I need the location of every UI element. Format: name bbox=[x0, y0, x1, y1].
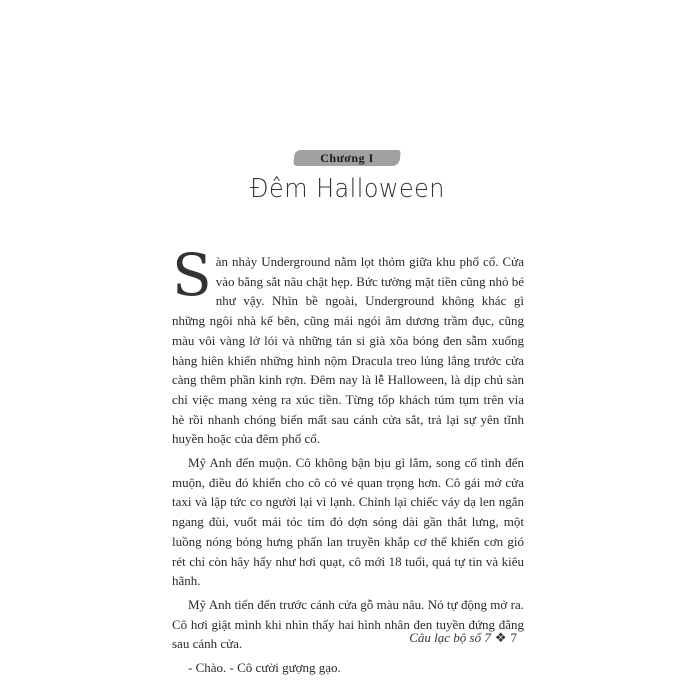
page-footer bbox=[409, 630, 517, 646]
paragraph-2: Mỹ Anh đến muộn. Cô không bận bịu gì lắm, song cố tình đến muộn, điều đó khiến cho cô có vẻ quan trọng hơn. Cô gái mở cửa taxi và lập tức co người lại vì lạnh. Chỉnh lại chiếc váy dạ len ngắn ngang đùi, vuốt mái tóc tím đỏ dợn sóng dài gần thắt lưng, một luồng nóng bỏng hưng phấn lan truyền khắp cơ thể khiến cơn gió rét chỉ còn hây hẩy như hơi quạt, cô mới 18 tuổi, quá tự tin và kiêu hãnh. bbox=[172, 455, 524, 589]
drop-cap: S bbox=[172, 241, 212, 309]
ornament-icon: ❖ bbox=[494, 630, 507, 645]
chapter-number: Chương I bbox=[320, 151, 374, 165]
page-number: 7 bbox=[510, 630, 517, 645]
paragraph-1 bbox=[172, 241, 524, 449]
running-title: Câu lạc bộ số 7 bbox=[409, 630, 491, 645]
paragraph-4: - Chào. - Cô cười gượng gạo. bbox=[188, 660, 341, 676]
paragraph-1-text: àn nhảy Underground nằm lọt thỏm giữa khu phố cổ. Cửa vào bằng sắt nâu chật hẹp. Bức tường mặt tiền cũng nhỏ bé như vậy. Nhìn bề ngoài, Underground không khác gì những ngôi nhà kế bên, cũng mái ngói âm dương trầm đục, cũng màu vôi vàng lở lói và những tán si già xõa bóng đen sẫm xuống hàng hiên khiến những hình nộm Dracula treo lủng lẳng trước cửa càng thêm phần kinh rợn. Đêm nay là lễ Halloween, là dịp chủ sàn chỉ việc mang xẻng ra xúc tiền. Từng tốp khách túm tụm trên vỉa hè rồi nhanh chóng biến mất sau cánh cửa sắt, trả lại sự yên tĩnh huyền hoặc của đêm phố cổ. bbox=[172, 254, 524, 447]
chapter-title: Đêm Halloween bbox=[250, 174, 445, 204]
chapter-label bbox=[294, 148, 400, 168]
chapter-body bbox=[172, 241, 524, 682]
paragraph-3: Mỹ Anh tiến đến trước cánh cửa gỗ màu nâu. Nó tự động mở ra. Cô hơi giật mình khi nhìn thấy hai hình nhân đen tuyền đứng đằng sau cánh cửa. bbox=[172, 596, 524, 652]
